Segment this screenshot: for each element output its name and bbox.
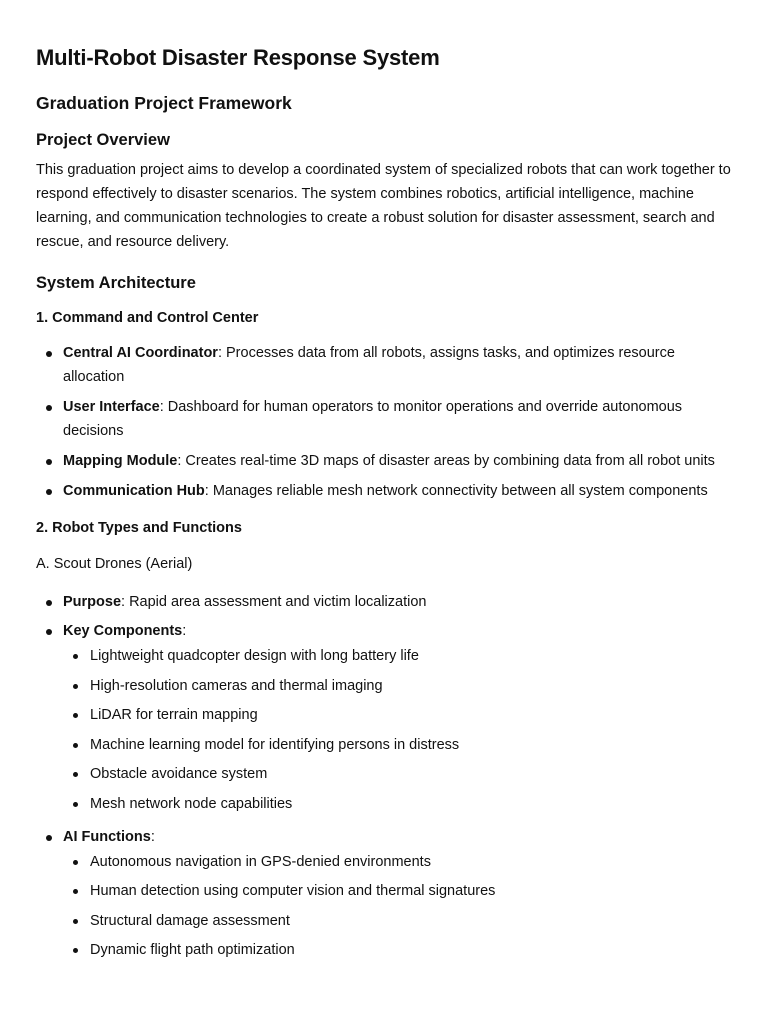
list-item: [36, 479, 732, 503]
list-item-term: Communication Hub: [63, 483, 205, 499]
list-item: [36, 395, 732, 443]
sub-list-item: High-resolution cameras and thermal imaging: [63, 674, 732, 698]
architecture-heading: System Architecture: [36, 274, 196, 292]
sub-list-item: Obstacle avoidance system: [63, 762, 732, 786]
page-title: Multi-Robot Disaster Response System: [36, 45, 440, 70]
overview-paragraph: This graduation project aims to develop a coordinated system of specialized robots that can work together to respond effectively to disaster scenarios. The system combines robotics, artificial intelligence, machine learning, and communication technologies to create a robust solution for disaster assessment, search and rescue, and resource delivery.: [36, 162, 731, 250]
list-item: [36, 825, 732, 963]
list-item-term: AI Functions: [63, 828, 151, 845]
ai-functions-list: [63, 850, 732, 963]
sub-list-item: Human detection using computer vision and thermal signatures: [63, 879, 732, 903]
list-item-term: Key Components: [63, 623, 183, 639]
list-item-colon: :: [150, 828, 155, 845]
list-item: [36, 449, 732, 473]
list-item-desc: : Processes data from all robots, assigns tasks, and optimizes resource allocation: [63, 345, 675, 385]
scout-drones-list: [36, 590, 732, 962]
sub-list-item: Autonomous navigation in GPS-denied environments: [63, 850, 732, 874]
page-subtitle: Graduation Project Framework: [36, 93, 292, 113]
sub-list-item: Dynamic flight path optimization: [63, 938, 732, 962]
list-item-term: Central AI Coordinator: [63, 345, 218, 361]
list-item-desc: : Rapid area assessment and victim localization: [121, 594, 427, 610]
list-item-term: User Interface: [63, 399, 160, 415]
robot-types-heading: 2. Robot Types and Functions: [36, 520, 242, 536]
list-item-desc: : Manages reliable mesh network connectivity between all system components: [204, 483, 708, 499]
list-item-term: Purpose: [63, 594, 122, 610]
sub-list-item: LiDAR for terrain mapping: [63, 703, 732, 727]
list-item: [36, 590, 732, 614]
sub-list-item: Mesh network node capabilities: [63, 792, 732, 816]
list-item-desc: : Dashboard for human operators to monitor operations and override autonomous decisions: [63, 399, 683, 439]
list-item-colon: :: [182, 623, 187, 639]
scout-drones-label: A. Scout Drones (Aerial): [36, 556, 193, 572]
list-item-term: Mapping Module: [63, 453, 178, 469]
list-item: [36, 341, 732, 389]
sub-list-item: Structural damage assessment: [63, 909, 732, 933]
key-components-list: [63, 644, 732, 816]
command-center-list: [36, 341, 732, 503]
list-item: [36, 619, 732, 816]
sub-list-item: Lightweight quadcopter design with long battery life: [63, 644, 732, 668]
sub-list-item: Machine learning model for identifying persons in distress: [63, 733, 732, 757]
list-item-desc: : Creates real-time 3D maps of disaster areas by combining data from all robot units: [177, 453, 715, 469]
command-center-heading: 1. Command and Control Center: [36, 310, 259, 326]
overview-heading: Project Overview: [36, 131, 170, 149]
